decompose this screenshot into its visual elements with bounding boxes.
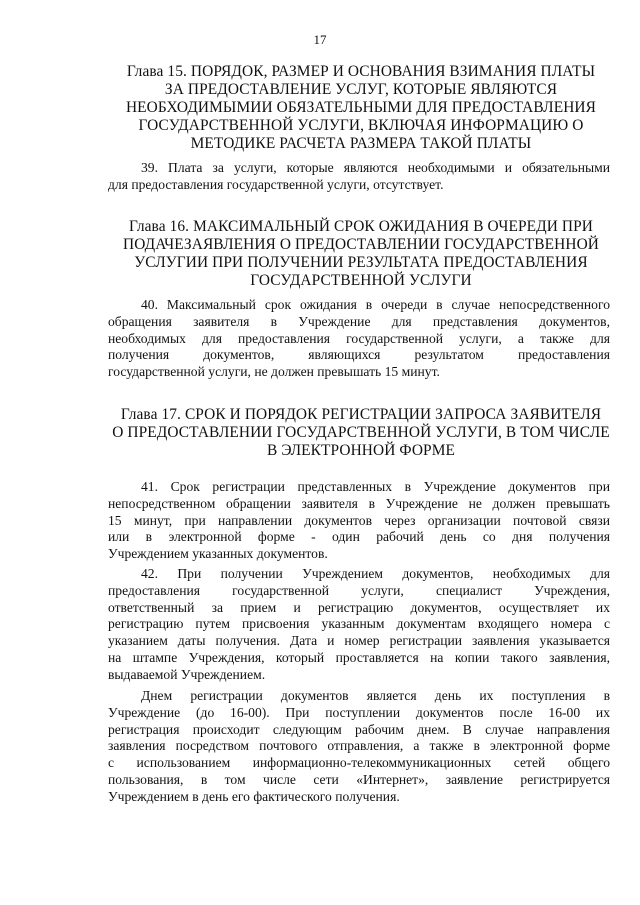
paragraph-line: ответственный за прием и регистрацию документов, осуществляет их	[108, 599, 610, 615]
page-number: 17	[313, 32, 327, 47]
paragraph-line: непосредственном обращении заявителя в Учреждение не должен превышать	[108, 495, 610, 511]
paragraph-line: регистрацию путем присвоения указанным документам входящего номера с	[108, 616, 610, 632]
heading-line: Глава 16. МАКСИМАЛЬНЫЙ СРОК ОЖИДАНИЯ В ОЧЕРЕДИ ПРИ	[128, 218, 593, 235]
chapter-15-heading	[108, 63, 614, 153]
paragraph-line: 15 минут, при направлении документов через организации почтовой связи	[108, 512, 610, 528]
heading-line: ГОСУДАРСТВЕННОЙ УСЛУГИ	[250, 272, 472, 289]
heading-line: ПОДАЧЕЗАЯВЛЕНИЯ О ПРЕДОСТАВЛЕНИИ ГОСУДАРСТВЕННОЙ	[122, 236, 599, 253]
heading-line: О ПРЕДОСТАВЛЕНИИ ГОСУДАРСТВЕННОЙ УСЛУГИ, В ТОМ ЧИСЛЕ	[112, 424, 610, 441]
paragraph-line: 40. Максимальный срок ожидания в очереди в случае непосредственного	[141, 297, 610, 312]
paragraph-line: выдаваемой Учреждением.	[108, 666, 266, 682]
paragraph-registration-day	[108, 688, 610, 806]
heading-line: МЕТОДИКЕ РАСЧЕТА РАЗМЕРА ТАКОЙ ПЛАТЫ	[190, 135, 532, 152]
paragraph-line: обращения заявителя в Учреждение для представления документов,	[108, 313, 610, 329]
paragraph-line: регистрация происходит следующим рабочим днем. В случае направления	[108, 721, 610, 737]
paragraph-line: получения документов, являющихся результатом предоставления	[108, 347, 610, 363]
paragraph-line: Днем регистрации документов является день их поступления в	[141, 688, 610, 703]
heading-line: УСЛУГИИ ПРИ ПОЛУЧЕНИИ РЕЗУЛЬТАТА ПРЕДОСТАВЛЕНИЯ	[134, 254, 588, 271]
paragraph-line: или в электронной форме - один рабочий день со дня получения	[108, 529, 610, 545]
heading-line: ЗА ПРЕДОСТАВЛЕНИЕ УСЛУГ, КОТОРЫЕ ЯВЛЯЮТСЯ	[164, 81, 558, 98]
paragraph-line: 41. Срок регистрации представленных в Учреждение документов при	[141, 479, 610, 494]
paragraph-42	[108, 566, 610, 684]
paragraph-41	[108, 479, 610, 563]
paragraph-line: указанием даты получения. Дата и номер регистрации заявления указывается	[108, 633, 610, 649]
paragraph-line: с использованием информационно-телекоммуникационных сетей общего	[108, 755, 610, 771]
paragraph-line: предоставления государственной услуги, специалист Учреждения,	[108, 582, 610, 598]
heading-line: Глава 17. СРОК И ПОРЯДОК РЕГИСТРАЦИИ ЗАПРОСА ЗАЯВИТЕЛЯ	[120, 406, 602, 423]
paragraph-line: 39. Плата за услуги, которые являются необходимыми и обязательными	[141, 160, 610, 175]
paragraph-line: для предоставления государственной услуги, отсутствует.	[108, 176, 444, 192]
heading-line: Глава 15. ПОРЯДОК, РАЗМЕР И ОСНОВАНИЯ ВЗИМАНИЯ ПЛАТЫ	[126, 63, 596, 80]
paragraph-line: заявления посредством почтового отправления, а также в электронной форме	[108, 738, 610, 754]
paragraph-line: на штампе Учреждения, который проставляется на копии такого заявления,	[108, 649, 610, 665]
paragraph-line: Учреждением в день его фактического получения.	[108, 788, 400, 804]
paragraph-line: 42. При получении Учреждением документов, необходимых для	[141, 566, 610, 581]
chapter-16-heading	[108, 218, 614, 290]
paragraph-line: Учреждение (до 16-00). При поступлении документов после 16-00 их	[108, 704, 610, 720]
heading-line: ГОСУДАРСТВЕННОЙ УСЛУГИ, ВКЛЮЧАЯ ИНФОРМАЦИЮ О	[138, 117, 584, 134]
paragraph-line: необходимых для предоставления государственной услуги, а также для	[108, 330, 610, 346]
paragraph-line: Учреждением указанных документов.	[108, 546, 328, 562]
paragraph-line: государственной услуги, не должен превышать 15 минут.	[108, 364, 440, 380]
paragraph-line: пользования, в том числе сети «Интернет», заявление регистрируется	[108, 771, 610, 787]
paragraph-40	[108, 297, 610, 381]
chapter-17-heading	[108, 406, 614, 460]
paragraph-39	[108, 160, 610, 194]
heading-line: В ЭЛЕКТРОННОЙ ФОРМЕ	[267, 442, 455, 459]
heading-line: НЕОБХОДИМЫМИИ ОБЯЗАТЕЛЬНЫМИ ДЛЯ ПРЕДОСТАВЛЕНИЯ	[125, 99, 597, 116]
